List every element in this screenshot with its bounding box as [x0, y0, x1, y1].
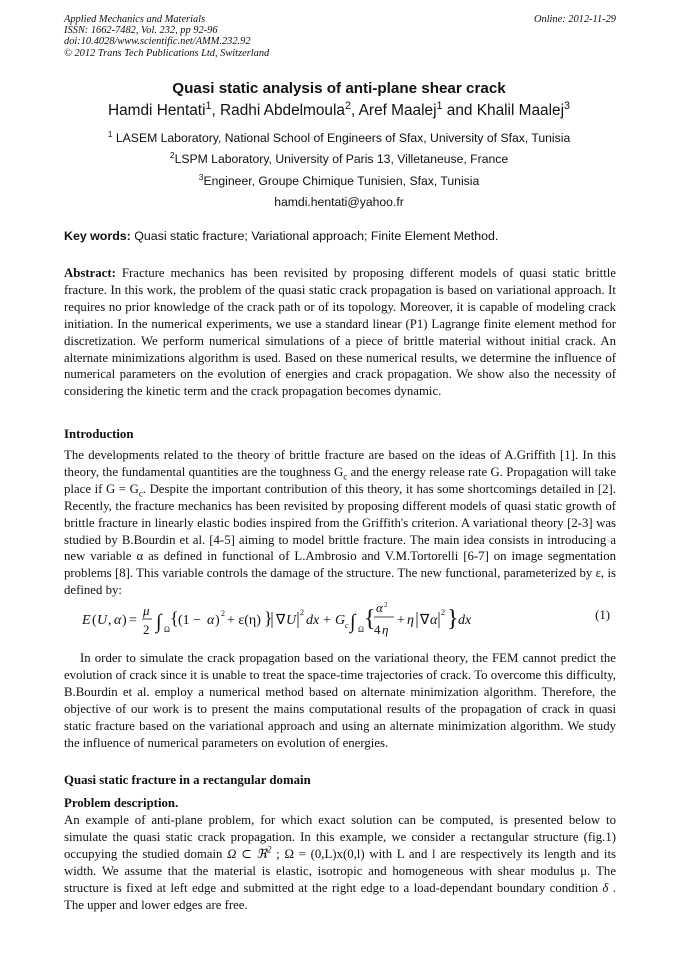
affiliation-3: [0, 171, 678, 188]
svg-text:}: }: [447, 606, 459, 632]
svg-text:U: U: [286, 613, 297, 628]
problem-text: ; Ω = (0,L)x(0,l) with L and l are respectively its length and its width. We assume that the material is elastic, isotropic and homogeneous with shear modulus μ. The structure is fixed at left edge and submitted at the right edge to a load-dependant boundary condition: [64, 846, 616, 895]
author-email: hamdi.hentati@yahoo.fr: [274, 195, 404, 209]
author-separator: ,: [350, 102, 359, 119]
author-sup: 1: [436, 99, 443, 112]
author-name: Radhi Abdelmoula: [220, 102, 345, 119]
domain-symbol: Ω ⊂ ℜ$^2$: [222, 844, 272, 861]
svg-text:+ ε(η): + ε(η): [227, 613, 261, 628]
abstract: [64, 265, 616, 400]
author-name: Hamdi Hentati: [107, 102, 206, 119]
author-name: Aref Maalej: [358, 102, 437, 119]
affiliation-sup: 2: [169, 149, 175, 160]
intro-text: . Despite the important contribution of this theory, it has some shortcomings detailed in [2]. Recently, the fracture mechanics has been revisited by proposing different models of quasi static growth of brittle fracture in linearly elastic bodies inspired from the Griffith's criterion. A variational theory [2-3] was studied by B.Bourdin et al. [4-5] aiming to model brittle fracture. The main idea consists in introducing a new variable α as defined in functional of L.Ambrosio and V.M.Tortorelli [6-7] on image segmentation problems [8]. This variable controls the damage of the structure. The new functional, parameterized by ε, is defined by:: [64, 481, 616, 598]
svg-text:): ): [122, 613, 127, 628]
affiliation-text: LASEM Laboratory, National School of Engineers of Sfax, University of Sfax, Tunisia: [112, 131, 571, 145]
intro-text: and the energy release rate G. Propagation will take place if G = G: [64, 464, 616, 496]
author-sup: 1: [205, 99, 212, 112]
svg-text:{: {: [170, 608, 179, 628]
affiliation-text: Engineer, Groupe Chimique Tunisien, Sfax, Tunisia: [203, 174, 480, 188]
keywords-label: Key words:: [64, 229, 131, 243]
svg-text:∇: ∇: [276, 613, 286, 628]
affiliation-1: [0, 128, 678, 145]
subsection-heading: Problem description.: [64, 796, 179, 810]
problem-text: . The upper and lower edges are free.: [64, 880, 617, 912]
paper-title: Quasi static analysis of anti-plane shear crack: [172, 80, 506, 97]
intro-subscript: c: [343, 471, 348, 482]
author-list: [0, 99, 678, 120]
affiliation-sup: 3: [198, 171, 204, 182]
svg-text:α: α: [207, 613, 215, 628]
svg-text:c: c: [345, 621, 349, 630]
issn: ISSN: 1662-7482, Vol. 232, pp 92-96: [64, 25, 218, 37]
intro-subscript: c: [138, 488, 143, 499]
svg-text:(: (: [92, 613, 97, 628]
svg-text:dx: dx: [306, 613, 320, 628]
svg-text:+: +: [397, 613, 405, 628]
svg-text:=: =: [129, 613, 137, 628]
journal-header: [64, 14, 616, 59]
affiliation-sup: 1: [107, 128, 113, 139]
online-date: Online: 2012-11-29: [533, 14, 616, 25]
svg-text:2: 2: [300, 608, 304, 617]
abstract-text: Fracture mechanics has been revisited by proposing different models of quasi static brittle fracture. In this work, the problem of the quasi static crack propagation is based on variational approach. It requires no prior knowledge of the crack path or of its topology. Moreover, it is capable of modeling crack initiation. In the numerical experiments, we use a standard linear (P1) Lagrange finite element method for discretization. We perform numerical simulations of a piece of brittle material without initial crack. An alternate minimizations algorithm is used. Based on these numerical results, we determine the influence of numerical parameters on the evolution of energies and crack propagation. We show also the necessity of considering the kinetic term and the crack propagation becomes dynamic.: [64, 266, 616, 399]
svg-text:∫: ∫: [156, 611, 162, 633]
svg-text:E: E: [82, 613, 91, 628]
svg-text:2: 2: [143, 622, 150, 637]
svg-text:(1 −: (1 −: [178, 613, 202, 628]
svg-text:): ): [215, 613, 220, 628]
svg-text:+: +: [323, 613, 331, 628]
svg-text:4: 4: [374, 622, 381, 637]
svg-text:2: 2: [221, 609, 225, 618]
equation-number: (1): [595, 608, 610, 622]
problem-text: An example of anti-plane problem, for which exact solution can be computed, is presented below to simulate the quasi static crack propagation. In this example, we consider a rectangular structure (fig.1) occupying the studied domain: [64, 813, 616, 861]
svg-text:Ω: Ω: [358, 625, 364, 634]
svg-text:α: α: [376, 600, 383, 615]
copyright: © 2012 Trans Tech Publications Ltd, Switzerland: [64, 47, 270, 59]
svg-text:∇: ∇: [420, 613, 430, 628]
introduction-paragraph-2: In order to simulate the crack propagation based on the variational theory, the FEM cannot predict the evolution of crack since it is unable to treat the space-time trajectories of crack. To overcome this difficulty, B.Bourdin et al. employ a numerical method based on alternate minimization algorithm. Therefore, the objective of our work is to present the mains computational results of the propagation of crack in quasi static fracture based on the variational approach and using an alternate minimization algorithm. We study the influence of numerical parameters on evolution of energies.: [64, 651, 616, 750]
affiliation-text: LSPM Laboratory, University of Paris 13, Villetaneuse, France: [174, 152, 509, 166]
affiliation-2: [0, 149, 678, 166]
intro-text: The developments related to the theory of brittle fracture are based on the ideas of A.Griffith [1]. In this theory, the fundamental quantities are the toughness G: [64, 448, 616, 479]
problem-description-paragraph: [64, 812, 616, 913]
svg-text:η: η: [407, 613, 414, 628]
section-heading: Quasi static fracture in a rectangular domain: [64, 773, 311, 787]
equation-1: [64, 596, 616, 642]
doi: doi:10.4028/www.scientific.net/AMM.232.92: [64, 36, 251, 48]
author-sup: 2: [344, 99, 351, 112]
svg-text:2: 2: [384, 601, 388, 609]
svg-text:,: ,: [108, 613, 112, 628]
author-sup: 3: [564, 99, 571, 112]
introduction-paragraph-1: [64, 447, 616, 599]
author-separator: ,: [211, 102, 221, 119]
keywords: [64, 229, 624, 243]
svg-text:α: α: [114, 613, 122, 628]
svg-text:η: η: [382, 622, 389, 637]
svg-text:Ω: Ω: [164, 625, 170, 634]
svg-text:α: α: [430, 613, 438, 628]
introduction-heading: Introduction: [64, 427, 134, 441]
keywords-text: Quasi static fracture; Variational approach; Finite Element Method.: [134, 229, 499, 243]
author-name: Khalil Maalej: [476, 102, 565, 119]
svg-text:G: G: [335, 613, 346, 628]
journal-name: Applied Mechanics and Materials: [64, 14, 206, 25]
svg-text:U: U: [97, 613, 108, 628]
functional-equation-graphic: [64, 596, 616, 642]
author-separator: and: [442, 102, 477, 119]
abstract-label: Abstract:: [64, 266, 116, 280]
svg-text:{: {: [364, 606, 376, 632]
svg-text:2: 2: [441, 608, 445, 617]
svg-text:}: }: [264, 608, 273, 628]
delta-symbol: δ: [598, 880, 609, 895]
svg-text:μ: μ: [143, 603, 150, 618]
svg-text:∫: ∫: [350, 611, 356, 633]
svg-text:dx: dx: [458, 613, 472, 628]
